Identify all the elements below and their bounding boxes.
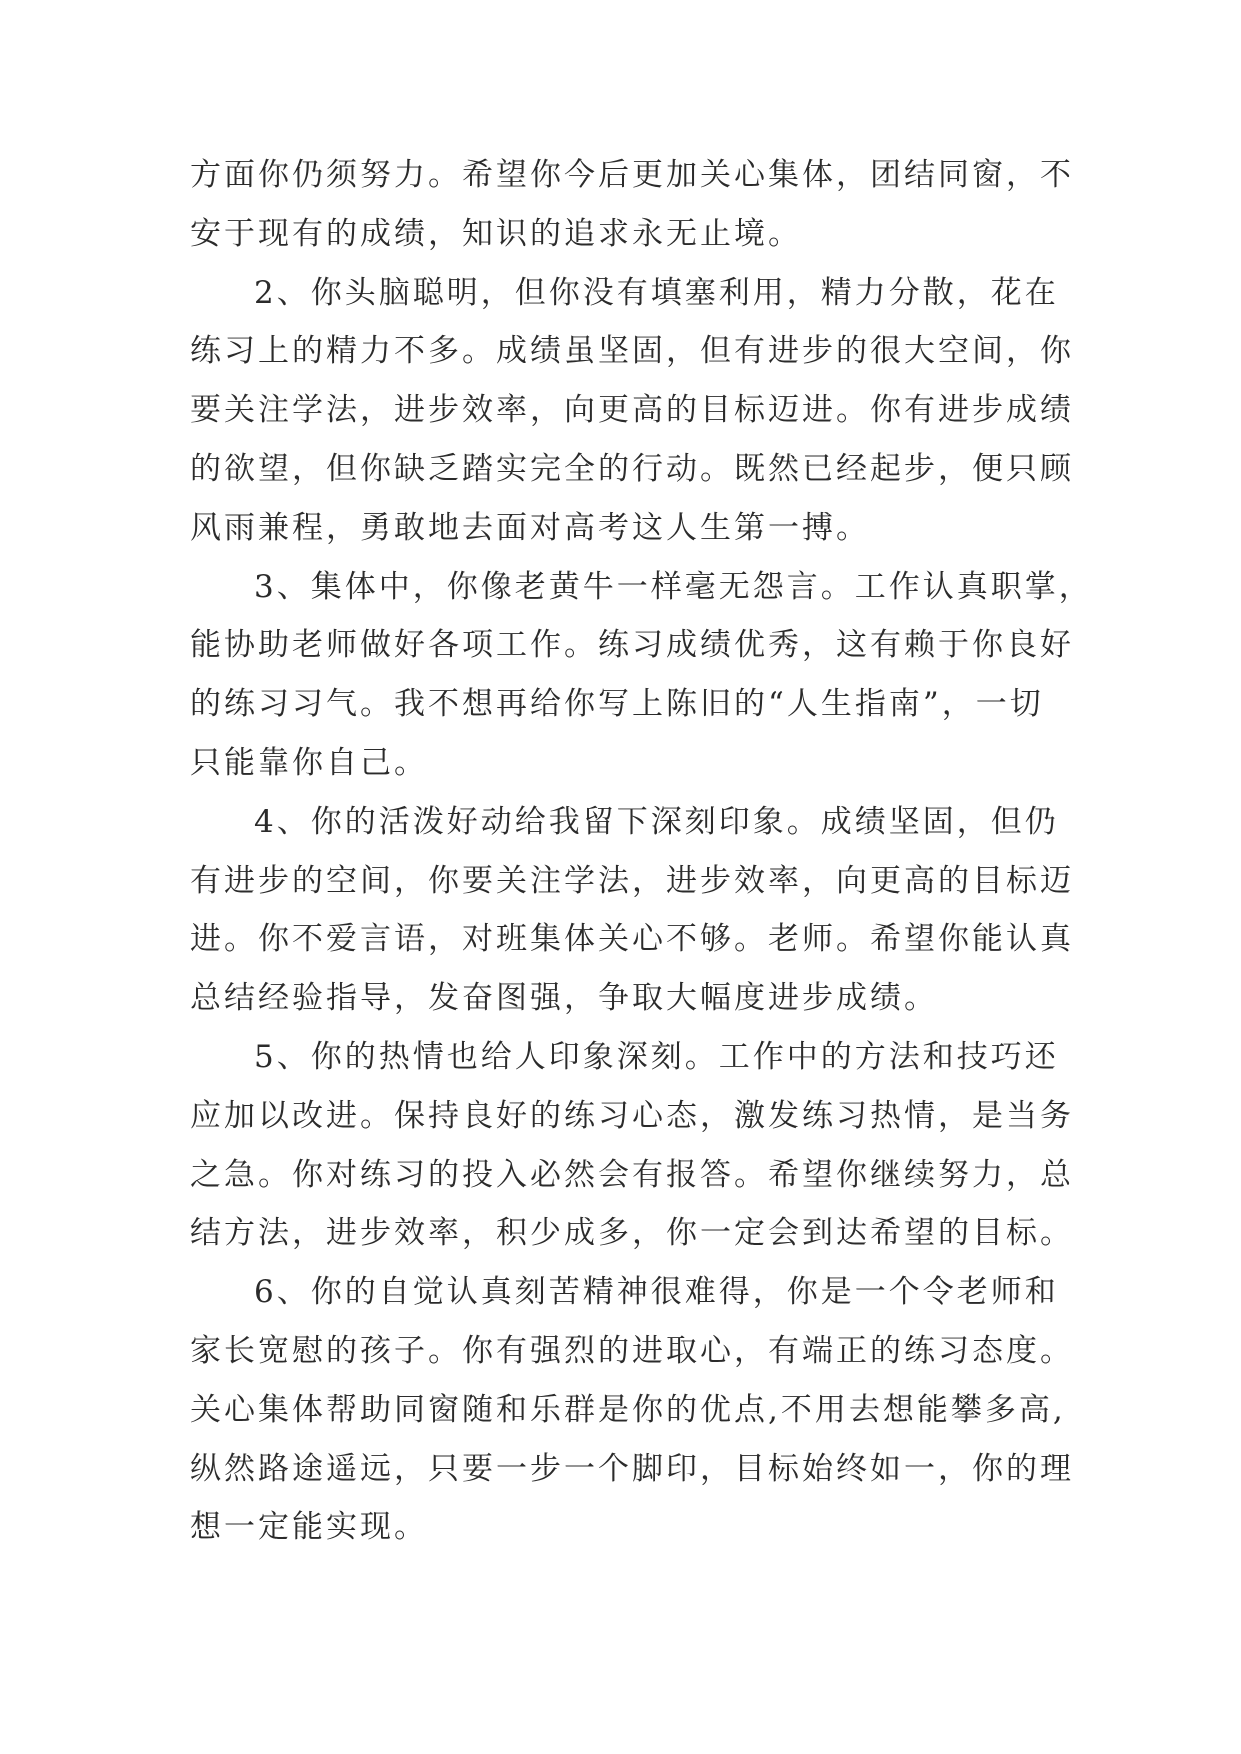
paragraph-5 (190, 1028, 1074, 1263)
text-line: 纵然路途遥远，只要一步一个脚印，目标始终如一，你的理 (190, 1450, 1074, 1487)
text-line: 5、你的热情也给人印象深刻。工作中的方法和技巧还 (254, 1038, 1059, 1075)
text-line: 之急。你对练习的投入必然会有报答。希望你继续努力，总 (190, 1156, 1074, 1193)
text-line: 结方法，进步效率，积少成多，你一定会到达希望的目标。 (190, 1215, 1074, 1252)
text-line: 方面你仍须努力。希望你今后更加关心集体，团结同窗，不 (190, 157, 1074, 193)
text-line: 有进步的空间，你要关注学法，进步效率，向更高的目标迈 (190, 862, 1074, 899)
text-line: 练习上的精力不多。成绩虽坚固，但有进步的很大空间，你 (190, 333, 1074, 370)
text-line: 要关注学法，进步效率，向更高的目标迈进。你有进步成绩 (190, 392, 1074, 429)
text-line: 关心集体帮助同窗随和乐群是你的优点,不用去想能攀多高, (190, 1391, 1066, 1428)
paragraph-4 (190, 793, 1074, 1028)
text-line: 风雨兼程，勇敢地去面对高考这人生第一搏。 (190, 509, 870, 546)
paragraph-2 (190, 264, 1074, 558)
text-line: 的练习习气。我不想再给你写上陈旧的“人生指南”，一切 (190, 686, 1044, 723)
text-line: 4、你的活泼好动给我留下深刻印象。成绩坚固，但仍 (254, 803, 1059, 840)
text-line: 想一定能实现。 (190, 1509, 428, 1546)
text-line: 3、集体中，你像老黄牛一样毫无怨言。工作认真职掌， (254, 568, 1093, 605)
text-line: 家长宽慰的孩子。你有强烈的进取心，有端正的练习态度。 (190, 1332, 1074, 1369)
paragraph-3 (190, 558, 1093, 793)
text-line: 安于现有的成绩，知识的追求永无止境。 (190, 215, 802, 252)
text-line: 能协助老师做好各项工作。练习成绩优秀，这有赖于你良好 (190, 627, 1074, 664)
paragraph-6 (190, 1263, 1074, 1557)
text-line: 的欲望，但你缺乏踏实完全的行动。既然已经起步，便只顾 (190, 450, 1074, 487)
text-line: 2、你头脑聪明，但你没有填塞利用，精力分散，花在 (254, 274, 1059, 311)
paragraph-continuation (190, 146, 1074, 264)
text-line: 进。你不爱言语，对班集体关心不够。老师。希望你能认真 (190, 921, 1074, 958)
text-line: 只能靠你自己。 (190, 744, 428, 781)
text-line: 总结经验指导，发奋图强，争取大幅度进步成绩。 (190, 980, 938, 1017)
document-body (190, 146, 1093, 1557)
text-line: 6、你的自觉认真刻苦精神很难得，你是一个令老师和 (254, 1274, 1059, 1311)
text-line: 应加以改进。保持良好的练习心态，激发练习热情，是当务 (190, 1097, 1074, 1134)
